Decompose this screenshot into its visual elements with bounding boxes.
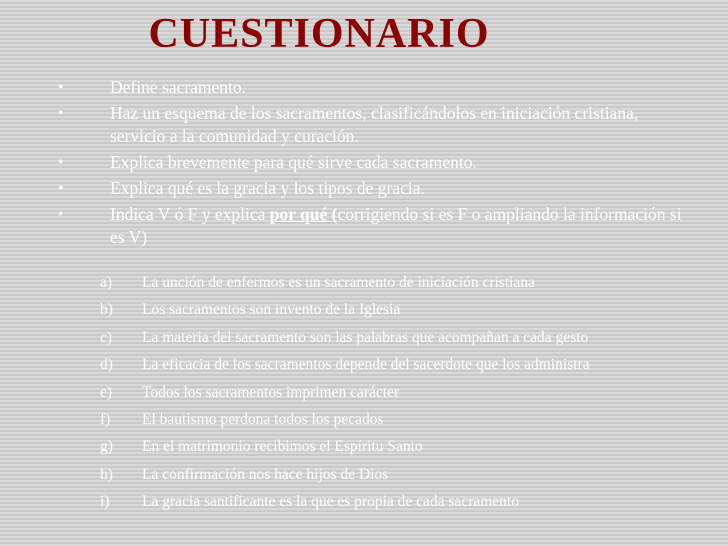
item-letter: f) bbox=[100, 410, 111, 428]
bullet-list bbox=[0, 76, 728, 252]
bullet-text: Explica qué es la gracia y los tipos de gracia. bbox=[110, 178, 425, 198]
item-letter: g) bbox=[100, 438, 113, 456]
item-letter: i) bbox=[100, 493, 110, 511]
list-item bbox=[0, 354, 728, 381]
item-text: El bautismo perdona todos los pecados bbox=[142, 410, 384, 428]
bullet-icon: • bbox=[58, 180, 64, 197]
list-item bbox=[0, 409, 728, 436]
bullet-item bbox=[0, 76, 728, 99]
item-letter: a) bbox=[100, 274, 113, 291]
bullet-text: Define sacramento. bbox=[110, 77, 247, 97]
item-letter: c) bbox=[100, 328, 113, 346]
item-text: La eficacia de los sacramentos depende del sacerdote que los administra bbox=[142, 356, 590, 374]
item-letter: e) bbox=[100, 383, 113, 401]
list-item bbox=[0, 299, 728, 326]
item-letter: b) bbox=[100, 301, 113, 319]
item-letter: h) bbox=[100, 465, 113, 483]
list-item bbox=[0, 436, 728, 463]
bullet-text-pre: Indica V ó F y explica bbox=[110, 204, 270, 224]
slide-title bbox=[0, 10, 728, 58]
list-item bbox=[0, 327, 728, 354]
bullet-icon: • bbox=[58, 105, 64, 122]
list-item bbox=[0, 464, 728, 491]
bullet-item bbox=[0, 177, 728, 200]
bullet-item bbox=[0, 151, 728, 174]
bullet-text: Haz un esquema de los sacramentos, clasificándolos en iniciación cristiana, servicio a la comunidad y curación. bbox=[110, 103, 639, 146]
slide-title-text: CUESTIONARIO bbox=[148, 11, 490, 57]
item-text: La unción de enfermos es un sacramento de iniciación cristiana bbox=[142, 274, 535, 291]
true-false-list bbox=[0, 272, 728, 519]
item-text: La gracia santificante es la que es propia de cada sacramento bbox=[142, 493, 519, 511]
item-text: Los sacramentos son invento de la Iglesia bbox=[142, 301, 401, 319]
item-text: Todos los sacramentos imprimen carácter bbox=[142, 383, 400, 401]
bullet-item bbox=[0, 102, 728, 148]
bullet-highlight: por qué ( bbox=[269, 204, 338, 224]
bullet-icon: • bbox=[58, 154, 64, 171]
bullet-text-post: corrigiendo si es F o ampliando la información si es V) bbox=[110, 204, 682, 247]
item-letter: d) bbox=[100, 356, 113, 374]
bullet-item bbox=[0, 203, 728, 249]
list-item bbox=[0, 272, 728, 299]
list-item bbox=[0, 491, 728, 518]
item-text: En el matrimonio recibimos el Espíritu Santo bbox=[142, 438, 423, 456]
bullet-text: Explica brevemente para qué sirve cada sacramento. bbox=[110, 152, 477, 172]
bullet-icon: • bbox=[58, 206, 64, 223]
list-item bbox=[0, 382, 728, 409]
item-text: La confirmación nos hace hijos de Dios bbox=[142, 465, 389, 483]
bullet-icon: • bbox=[58, 79, 64, 96]
item-text: La materia del sacramento son las palabras que acompañan a cada gesto bbox=[142, 328, 589, 346]
